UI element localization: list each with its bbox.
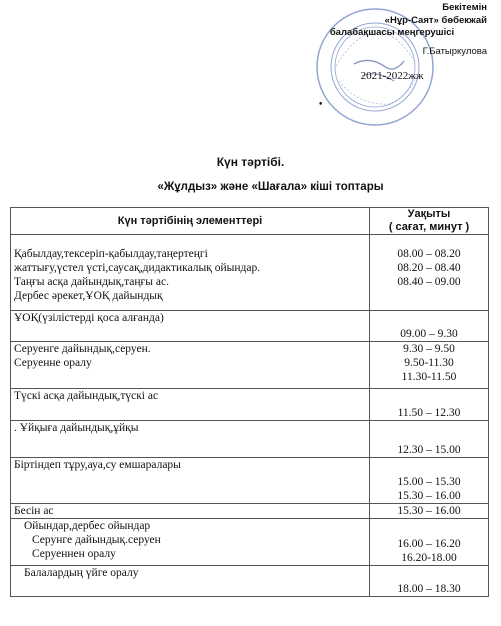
activity-cell [11,566,370,597]
time-line: 08.20 – 08.40 [397,262,461,274]
kindergarten-name: «Нұр-Саят» бөбекжай [384,14,487,26]
table-row [11,458,489,504]
activity-line: Ойындар,дербес ойындар [24,520,151,532]
time-cell [370,311,489,342]
time-line: 11.50 – 12.30 [397,407,461,419]
page-subtitle: «Жұлдыз» және «Шағала» кіші топтары [157,181,384,193]
time-line: 11.30-11.50 [401,371,457,383]
bullet-dot: • [318,100,324,110]
time-line: 16.20-18.00 [401,552,457,564]
table-header-row [11,208,489,235]
header-elements: Күн тәртібінің элементтері [11,208,370,235]
activity-line: Серуеннен оралу [32,548,116,560]
approval-block [297,2,487,83]
time-cell [370,519,489,566]
schedule-table [10,207,489,597]
head-name: Г.Батыркулова [422,45,487,57]
activity-cell [11,389,370,421]
time-line: 15.00 – 15.30 [397,476,461,488]
approval-heading: Бекітемін [442,2,487,13]
activity-cell [11,342,370,389]
time-line: 18.00 – 18.30 [397,583,461,595]
time-line: 9.30 – 9.50 [403,343,455,355]
page-title: Күн тәртібі. [216,155,285,169]
table-row [11,311,489,342]
activity-line: ҰОҚ(үзілістерді қоса алғанда) [14,312,164,324]
activity-line: Қабылдау,тексеріп-қабылдау,таңертеңгі [14,248,208,260]
activity-line: Дербес әрекет,ҰОҚ дайындық [14,290,163,302]
table-row [11,235,489,311]
activity-line: Түскі асқа дайындық,түскі ас [14,390,159,402]
activity-line: Серуенне оралу [14,357,92,369]
activity-cell [11,458,370,504]
table-row [11,566,489,597]
time-cell [370,566,489,597]
header-time-unit: ( сағат, минут ) [388,221,470,233]
activity-line: Серуенге дайындық,серуен. [14,343,151,355]
time-line: 09.00 – 9.30 [400,328,458,340]
activity-cell [11,421,370,458]
time-cell [370,421,489,458]
time-cell [370,458,489,504]
header-time [370,208,489,235]
activity-line: Бесін ас [14,505,54,517]
activity-line: Серунге дайындық.серуен [32,534,161,546]
activity-cell [11,519,370,566]
head-position: балабақшасы меңгерушісі [329,27,455,38]
activity-line: Балалардың үйге оралу [24,567,139,579]
table-row [11,519,489,566]
time-cell [370,342,489,389]
time-line: 15.30 – 16.00 [397,490,461,502]
time-line: 08.00 – 08.20 [397,248,461,260]
time-cell [370,389,489,421]
time-line: 12.30 – 15.00 [397,444,461,456]
academic-year: 2021-2022жж [360,70,424,82]
table-row [11,389,489,421]
activity-line: . Ұйқыға дайындық,ұйқы [14,422,139,434]
time-cell [370,504,489,519]
time-line: 9.50-11.30 [404,357,454,369]
activity-line: Біртіндеп тұру,ауа,су емшаралары [14,459,181,471]
activity-cell [11,235,370,311]
time-line: 16.00 – 16.20 [397,538,461,550]
activity-line: Таңғы асқа дайындық,таңғы ас. [14,276,169,288]
table-row [11,504,489,519]
activity-line: жаттығу,үстел үсті,саусақ,дидактикалық ойындар. [14,262,261,274]
activity-cell [11,311,370,342]
time-line: 15.30 – 16.00 [397,505,461,517]
time-cell [370,235,489,311]
time-line: 08.40 – 09.00 [397,276,461,288]
table-row [11,342,489,389]
header-time-title: Уақыты [407,208,451,220]
table-row [11,421,489,458]
activity-cell [11,504,370,519]
